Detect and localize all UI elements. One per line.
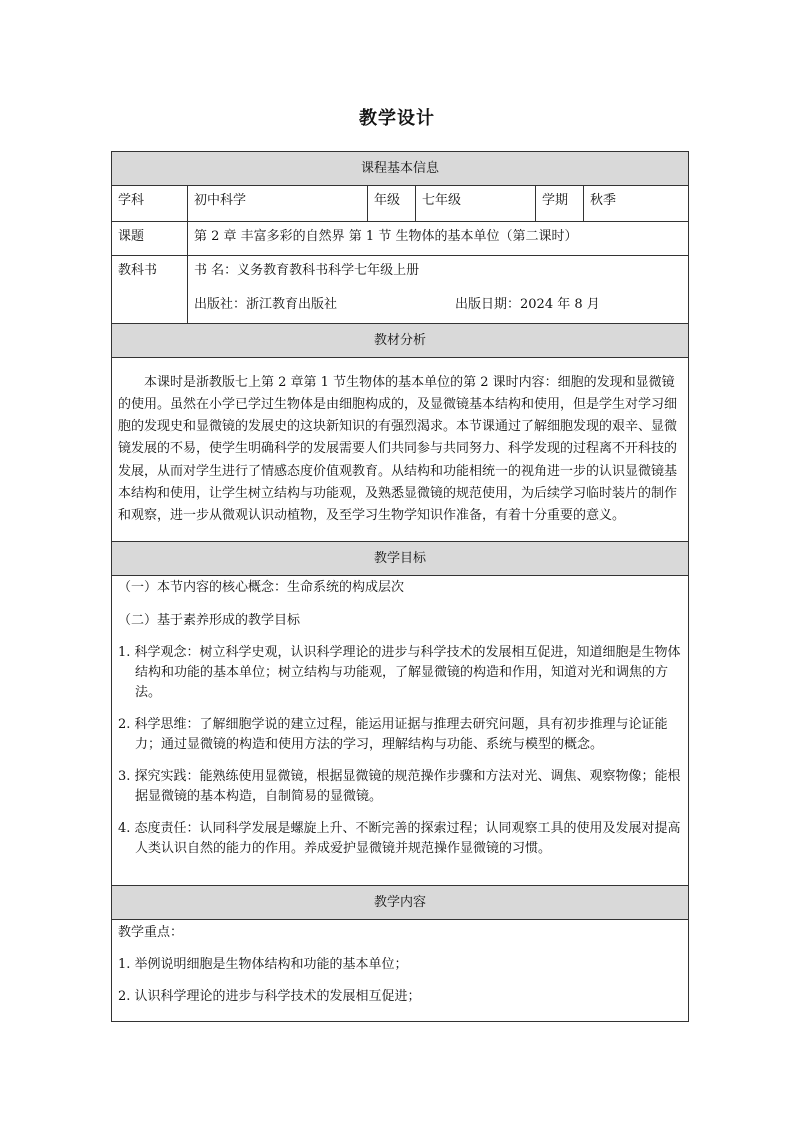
publisher: 出版社：浙江教育出版社 [194, 297, 338, 312]
lesson-plan-table [111, 151, 689, 1022]
grade-value: 七年级 [416, 186, 536, 222]
analysis-header: 教材分析 [112, 324, 689, 358]
term-value: 秋季 [584, 186, 689, 222]
content-header: 教学内容 [112, 886, 689, 920]
subject-value: 初中科学 [188, 186, 368, 222]
content-item: 2. 认识科学理论的进步与科学技术的发展相互促进； [118, 989, 421, 1004]
publish-date: 出版日期：2024 年 8 月 [455, 297, 600, 312]
document-title: 教学设计 [359, 108, 435, 129]
content-item: 1. 举例说明细胞是生物体结构和功能的基本单位； [118, 957, 408, 972]
focus-label: 教学重点： [118, 925, 184, 940]
textbook-info [188, 256, 689, 324]
analysis-text: 本课时是浙教版七上第 2 章第 1 节生物体的基本单位的第 2 课时内容：细胞的发现和显微镜的使用。虽然在小学已学过生物体是由细胞构成的，及显微镜基本结构和使用，但是学生对学习细胞的发现史和显微镜的发展史的这块新知识的有强烈渴求。本节课通过了解细胞发现的艰辛、显微镜发展的不易，使学生明确科学的发展需要人们共同参与共同努力、科学发现的过程离不开科技的发展，从而对学生进行了情感态度价值观教育。从结构和功能相统一的视角进一步的认识显微镜基本结构和使用，让学生树立结构与功能观，及熟悉显微镜的规范使用，为后续学习临时装片的制作和观察，进一步从微观认识动植物，及至学习生物学知识作准备，有着十分重要的意义。 [112, 358, 689, 542]
objective-item: 2. 科学思维：了解细胞学说的建立过程，能运用证据与推理去研究问题，具有初步推理与论证能力；通过显微镜的构造和使用方法的学习，理解结构与功能、系统与模型的概念。 [118, 717, 668, 752]
book-name: 书 名：义务教育教科书科学七年级上册 [194, 263, 420, 278]
grade-label: 年级 [368, 186, 416, 222]
objective-item: 3. 探究实践：能熟练使用显微镜，根据显微镜的规范操作步骤和方法对光、调焦、观察物像；能根据显微镜的基本构造，自制简易的显微镜。 [118, 769, 681, 804]
content-body [112, 920, 689, 1022]
objective-item: 4. 态度责任：认同科学发展是螺旋上升、不断完善的探索过程；认同观察工具的使用及发展对提高人类认识自然的能力的作用。养成爱护显微镜并规范操作显微镜的习惯。 [118, 821, 681, 856]
textbook-label: 教科书 [112, 256, 188, 324]
core-concept: （一）本节内容的核心概念：生命系统的构成层次 [118, 580, 405, 595]
objective-item: 1. 科学观念：树立科学史观，认识科学理论的进步与科学技术的发展相互促进，知道细胞是生物体结构和功能的基本单位；树立结构与功能观，了解显微镜的构造和作用，知道对光和调焦的方法。 [118, 645, 681, 700]
topic-value: 第 2 章 丰富多彩的自然界 第 1 节 生物体的基本单位（第二课时） [188, 222, 689, 256]
term-label: 学期 [536, 186, 584, 222]
course-info-header: 课程基本信息 [112, 152, 689, 186]
publisher-row [194, 295, 682, 315]
objectives-body [112, 576, 689, 886]
topic-label: 课题 [112, 222, 188, 256]
objectives-header: 教学目标 [112, 542, 689, 576]
subject-label: 学科 [112, 186, 188, 222]
objectives-subtitle: （二）基于素养形成的教学目标 [118, 613, 301, 628]
